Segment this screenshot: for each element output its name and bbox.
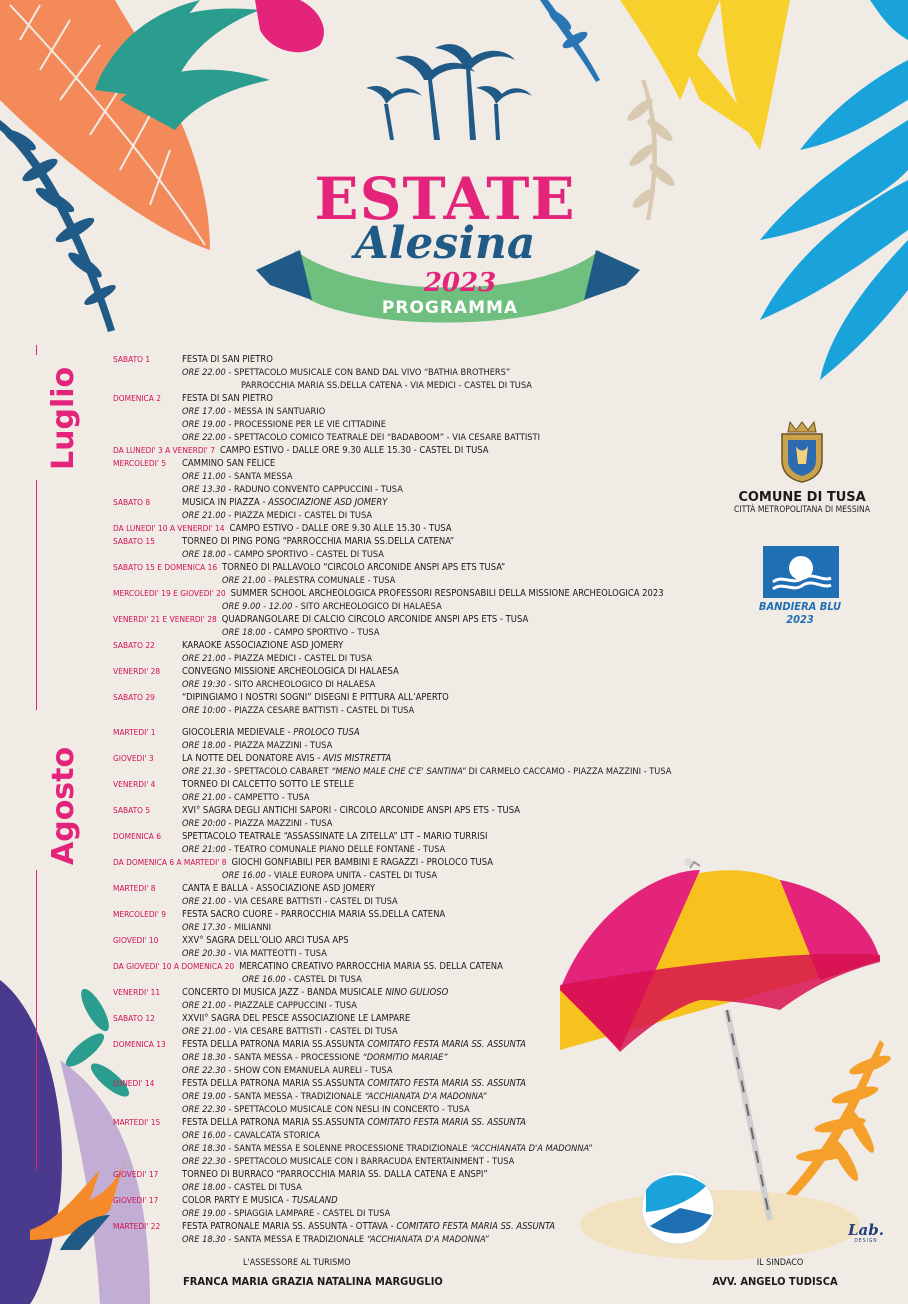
event-title-italic: ASSOCIAZIONE ASD JOMERY — [268, 497, 388, 508]
event-time: ORE 16.00 — [222, 870, 266, 881]
lab-logo-sub: DESIGN — [854, 1238, 878, 1244]
event-title: QUADRANGOLARE DI CALCIO CIRCOLO ARCONIDE ANSPI APS ETS - TUSA — [221, 614, 529, 625]
event-detail-tail: DI CARMELO CACCAMO - PIAZZA MAZZINI - TUSA — [465, 766, 672, 777]
event-title: TORNEO DI PALLAVOLO “CIRCOLO ARCONIDE ANSPI APS ETS TUSA” — [222, 562, 506, 573]
event-line — [113, 739, 753, 752]
sindaco-name: AVV. ANGELO TUDISCA — [712, 1275, 838, 1288]
event-detail: - PROCESSIONE PER LE VIE CITTADINE — [225, 419, 386, 430]
divider — [36, 480, 37, 710]
event-title: FESTA SACRO CUORE - PARROCCHIA MARIA SS.DELLA CATENA — [182, 909, 446, 920]
event-line — [113, 843, 753, 856]
event-time: ORE 18.30 — [182, 1052, 226, 1063]
event-line — [113, 1142, 753, 1155]
event-time: ORE 10:00 — [182, 705, 226, 716]
lab-design-logo — [846, 1222, 886, 1244]
event-title: TORNEO DI BURRACO “PARROCCHIA MARIA SS. DALLA CATENA E ANSPI” — [182, 1169, 488, 1180]
event-line — [113, 1090, 753, 1103]
event-day: DA DOMENICA 6 A MARTEDI' 8 — [113, 857, 227, 867]
event-time: ORE 18.00 — [182, 740, 226, 751]
event-row — [113, 934, 753, 947]
event-row — [113, 353, 753, 366]
event-row — [113, 726, 753, 739]
event-line — [113, 1207, 753, 1220]
event-line — [113, 509, 753, 522]
event-line — [113, 1103, 753, 1116]
event-title: FESTA DELLA PATRONA MARIA SS.ASSUNTA — [182, 1078, 368, 1089]
event-time: ORE 20:00 — [182, 818, 226, 829]
event-detail: - CAMPO SPORTIVO – TUSA — [265, 627, 380, 638]
event-line — [113, 947, 753, 960]
event-time: ORE 17.30 — [182, 922, 226, 933]
event-time: ORE 21.00 — [182, 792, 226, 803]
event-time: ORE 22.30 — [182, 1104, 226, 1115]
event-detail: - CAMPETTO - TUSA — [225, 792, 310, 803]
event-title: XXV° SAGRA DELL’OLIO ARCI TUSA APS — [182, 935, 349, 946]
event-line — [113, 791, 753, 804]
title-year: 2023 — [423, 268, 497, 298]
event-line — [113, 1155, 753, 1168]
event-detail-italic: “MENO MALE CHE C'E' SANTINA” — [331, 766, 466, 777]
assessore-role: L'ASSESSORE AL TURISMO — [243, 1258, 351, 1268]
event-row — [113, 587, 753, 600]
event-title-italic: COMITATO FESTA MARIA SS. ASSUNTA — [367, 1078, 526, 1089]
event-time: ORE 18.30 — [182, 1234, 226, 1245]
event-day: SABATO 29 — [113, 692, 155, 702]
event-row — [113, 882, 753, 895]
event-day: MERCOLEDI' 19 E GIOVEDI' 20 — [113, 588, 226, 598]
event-day: SABATO 22 — [113, 640, 155, 650]
event-detail: - PIAZZA MEDICI - CASTEL DI TUSA — [225, 653, 373, 664]
event-time: ORE 19.00 — [182, 419, 226, 430]
event-detail: - RADUNO CONVENTO CAPPUCCINI - TUSA — [225, 484, 403, 495]
event-day: LUNEDI' 14 — [113, 1078, 155, 1088]
event-day: SABATO 8 — [113, 497, 151, 507]
event-detail: - SANTA MESSA - TRADIZIONALE — [225, 1091, 365, 1102]
event-line — [113, 921, 753, 934]
event-day: MARTEDI' 22 — [113, 1221, 161, 1231]
event-day: DA GIOVEDI' 10 A DOMENICA 20 — [113, 961, 235, 971]
event-title: KARAOKE ASSOCIAZIONE ASD JOMERY — [182, 640, 344, 651]
event-title: CANTA E BALLA - ASSOCIAZIONE ASD JOMERY — [182, 883, 376, 894]
event-time: ORE 9.00 - 12.00 — [222, 601, 293, 612]
event-detail: - SITO ARCHEOLOGICO DI HALAESA — [292, 601, 442, 612]
event-time: ORE 22.00 — [182, 432, 226, 443]
event-title: XXVII° SAGRA DEL PESCE ASSOCIAZIONE LE LAMPARE — [182, 1013, 411, 1024]
event-row — [113, 1116, 753, 1129]
event-line — [113, 704, 753, 717]
event-row — [113, 804, 753, 817]
event-line — [113, 1025, 753, 1038]
event-title: FESTA DI SAN PIETRO — [182, 354, 273, 365]
event-line — [113, 574, 753, 587]
event-detail: - PIAZZALE CAPPUCCINI - TUSA — [225, 1000, 357, 1011]
wave-icon — [763, 546, 839, 598]
event-title: FESTA DI SAN PIETRO — [182, 393, 273, 404]
event-day: DA LUNEDI' 10 A VENERDI' 14 — [113, 523, 225, 533]
event-detail: - SPETTACOLO MUSICALE CON NESLI IN CONCERTO - TUSA — [225, 1104, 470, 1115]
event-detail: - SITO ARCHEOLOGICO DI HALAESA — [225, 679, 376, 690]
event-title: FESTA DELLA PATRONA MARIA SS.ASSUNTA — [182, 1117, 368, 1128]
event-day: SABATO 5 — [113, 805, 151, 815]
event-detail-italic: “ACCHIANATA D'A MADONNA” — [366, 1234, 489, 1245]
event-row — [113, 639, 753, 652]
purple-leaf-decoration — [0, 980, 62, 1304]
event-line — [113, 869, 753, 882]
event-line — [113, 1064, 753, 1077]
event-row — [113, 830, 753, 843]
event-time: ORE 21.00 — [182, 896, 226, 907]
event-detail: - SANTA MESSA E TRADIZIONALE — [225, 1234, 367, 1245]
event-detail: - SPETTACOLO MUSICALE CON BAND DAL VIVO “BATHIA BROTHERS” — [225, 367, 511, 378]
event-title: CAMPO ESTIVO - DALLE ORE 9.30 ALLE 15.30 - CASTEL DI TUSA — [219, 445, 489, 456]
event-detail: - CAVALCATA STORICA — [225, 1130, 320, 1141]
title-alesina: Alesina — [354, 218, 536, 269]
event-title: GIOCHI GONFIABILI PER BAMBINI E RAGAZZI - PROLOCO TUSA — [231, 857, 494, 868]
event-title: CAMMINO SAN FELICE — [182, 458, 276, 469]
event-day: MERCOLEDI' 5 — [113, 458, 167, 468]
event-row — [113, 561, 753, 574]
event-line — [113, 1051, 753, 1064]
event-time: ORE 21.00 — [182, 510, 226, 521]
event-line — [113, 626, 753, 639]
event-title-italic: PROLOCO TUSA — [293, 727, 360, 738]
event-line — [113, 895, 753, 908]
event-title: SPETTACOLO TEATRALE “ASSASSINATE LA ZITELLA” LTT – MARIO TURRISI — [182, 831, 488, 842]
event-title: “DIPINGIAMO I NOSTRI SOGNI” DISEGNI E PITTURA ALL’APERTO — [182, 692, 449, 703]
event-title: FESTA PATRONALE MARIA SS. ASSUNTA - OTTAVA - — [182, 1221, 397, 1232]
event-line — [113, 483, 753, 496]
event-detail: - VIA MATTEOTTI - TUSA — [225, 948, 327, 959]
event-detail-italic: “ACCHIANATA D'A MADONNA” — [364, 1091, 487, 1102]
event-detail: - SPETTACOLO COMICO TEATRALE DEI “BADABOOM” - VIA CESARE BATTISTI — [225, 432, 541, 443]
event-title-italic: COMITATO FESTA MARIA SS. ASSUNTA — [367, 1039, 526, 1050]
event-day: DOMENICA 13 — [113, 1039, 166, 1049]
event-time: ORE 18.00 — [182, 1182, 226, 1193]
event-day: SABATO 12 — [113, 1013, 155, 1023]
sindaco-role: IL SINDACO — [756, 1258, 804, 1268]
event-row — [113, 1038, 753, 1051]
event-detail: - CASTEL DI TUSA — [225, 1182, 302, 1193]
event-title: MERCATINO CREATIVO PARROCCHIA MARIA SS. DELLA CATENA — [239, 961, 503, 972]
event-time: ORE 16.00 — [182, 1130, 226, 1141]
event-time: ORE 21.00 — [182, 1026, 226, 1037]
event-day: SABATO 15 — [113, 536, 155, 546]
event-row — [113, 392, 753, 405]
event-time: ORE 22.30 — [182, 1156, 226, 1167]
event-row — [113, 960, 753, 973]
event-time: ORE 22.30 — [182, 1065, 226, 1076]
assessore-name: FRANCA MARIA GRAZIA NATALINA MARGUGLIO — [183, 1275, 443, 1288]
event-detail: - CASTEL DI TUSA — [285, 974, 362, 985]
event-line — [113, 999, 753, 1012]
event-time: ORE 22.00 — [182, 367, 226, 378]
event-title-italic: AVIS MISTRETTA — [322, 753, 392, 764]
event-row — [113, 613, 753, 626]
event-row — [113, 1194, 753, 1207]
event-row — [113, 1168, 753, 1181]
event-time: ORE 21:00 — [182, 844, 226, 855]
event-day: GIOVEDI' 3 — [113, 753, 154, 763]
event-row — [113, 986, 753, 999]
event-time: ORE 19:30 — [182, 679, 226, 690]
event-time: ORE 18.30 — [182, 1143, 226, 1154]
event-line — [113, 973, 753, 986]
july-schedule — [113, 353, 753, 717]
bandiera-blu-logo — [763, 546, 839, 598]
event-line — [113, 600, 753, 613]
event-detail: - SANTA MESSA — [225, 471, 293, 482]
event-line — [113, 678, 753, 691]
month-luglio: Luglio — [46, 366, 81, 470]
event-line — [113, 418, 753, 431]
event-title-italic: TUSALAND — [291, 1195, 338, 1206]
event-row — [113, 778, 753, 791]
event-detail: - SANTA MESSA E SOLENNE PROCESSIONE TRADIZIONALE — [225, 1143, 471, 1154]
event-title: CONVEGNO MISSIONE ARCHEOLOGICA DI HALAESA — [182, 666, 399, 677]
event-time: ORE 13.30 — [182, 484, 226, 495]
event-title-italic: COMITATO FESTA MARIA SS. ASSUNTA — [396, 1221, 556, 1232]
event-title: CONCERTO DI MUSICA JAZZ - BANDA MUSICALE — [182, 987, 386, 998]
event-time: ORE 21.00 — [182, 653, 226, 664]
event-day: VENERDI' 4 — [113, 779, 156, 789]
event-row — [113, 496, 753, 509]
event-title: CAMPO ESTIVO - DALLE ORE 9.30 ALLE 15.30 - TUSA — [229, 523, 452, 534]
event-day: GIOVEDI' 17 — [113, 1195, 159, 1205]
event-detail: - PIAZZA CESARE BATTISTI - CASTEL DI TUSA — [225, 705, 415, 716]
event-line — [113, 817, 753, 830]
event-detail-italic: “ACCHIANATA D'A MADONNA” — [470, 1143, 593, 1154]
event-day: SABATO 15 E DOMENICA 16 — [113, 562, 218, 572]
event-row — [113, 1012, 753, 1025]
event-detail: - SPETTACOLO MUSICALE CON I BARRACUDA ENTERTAINMENT - TUSA — [225, 1156, 515, 1167]
event-detail: - PIAZZA MAZZINI - TUSA — [225, 818, 333, 829]
event-line — [113, 405, 753, 418]
event-title: SUMMER SCHOOL ARCHEOLOGICA PROFESSORI RESPONSABILI DELLA MISSIONE ARCHEOLOGICA 2023 — [230, 588, 664, 599]
blue-palm-decoration — [760, 0, 908, 380]
event-row — [113, 752, 753, 765]
event-title: XVI° SAGRA DEGLI ANTICHI SAPORI - CIRCOLO ARCONIDE ANSPI APS ETS - TUSA — [182, 805, 521, 816]
event-line — [113, 379, 753, 392]
yellow-palm-decoration — [620, 0, 790, 150]
lab-logo-text: Lab. — [848, 1221, 884, 1239]
event-row — [113, 665, 753, 678]
event-time: ORE 19.00 — [182, 1091, 226, 1102]
comune-block — [722, 420, 882, 515]
event-row — [113, 1077, 753, 1090]
comune-subtitle: CITTÀ METROPOLITANA DI MESSINA — [734, 505, 870, 515]
event-row — [113, 908, 753, 921]
event-title: FESTA DELLA PATRONA MARIA SS.ASSUNTA — [182, 1039, 368, 1050]
divider — [36, 870, 37, 1170]
event-detail: - SHOW CON EMANUELA AURELI - TUSA — [225, 1065, 393, 1076]
event-day: SABATO 1 — [113, 354, 151, 364]
coat-of-arms-icon — [776, 420, 828, 484]
event-line — [113, 652, 753, 665]
event-day: MARTEDI' 15 — [113, 1117, 161, 1127]
event-row — [113, 457, 753, 470]
event-time: ORE 18.00 — [182, 549, 226, 560]
event-time: ORE 16.00 — [242, 974, 286, 985]
event-row — [113, 535, 753, 548]
august-schedule — [113, 726, 753, 1246]
event-title: TORNEO DI CALCETTO SOTTO LE STELLE — [182, 779, 354, 790]
event-detail: - MILIANNI — [225, 922, 272, 933]
title-estate: ESTATE — [314, 165, 576, 233]
event-line — [113, 765, 753, 778]
event-day: MARTEDI' 8 — [113, 883, 156, 893]
event-day: DOMENICA 6 — [113, 831, 161, 841]
event-row — [113, 856, 753, 869]
event-day: DA LUNEDI' 3 A VENERDI' 7 — [113, 445, 215, 455]
event-row — [113, 691, 753, 704]
event-day: VENERDI' 28 — [113, 666, 161, 676]
event-day: MARTEDI' 1 — [113, 727, 156, 737]
bandiera-blu-text — [735, 600, 865, 626]
event-line — [113, 431, 753, 444]
event-row — [113, 522, 753, 535]
event-time: ORE 18.00 — [222, 627, 266, 638]
event-title-italic: NINO GULIOSO — [385, 987, 449, 998]
event-line — [113, 366, 753, 379]
event-row — [113, 1220, 753, 1233]
bandiera-blu-year: 2023 — [786, 613, 814, 626]
event-day: GIOVEDI' 10 — [113, 935, 159, 945]
event-time: ORE 21.00 — [182, 1000, 226, 1011]
event-title — [250, 40, 640, 340]
month-agosto: Agosto — [46, 746, 81, 865]
event-time: ORE 17.00 — [182, 406, 226, 417]
event-detail: - PIAZZA MEDICI - CASTEL DI TUSA — [225, 510, 373, 521]
event-title: TORNEO DI PING PONG “PARROCCHIA MARIA SS.DELLA CATENA” — [182, 536, 455, 547]
event-title: MUSICA IN PIAZZA - — [182, 497, 269, 508]
event-detail: - PALESTRA COMUNALE - TUSA — [265, 575, 396, 586]
event-line — [113, 548, 753, 561]
event-time: ORE 21.00 — [222, 575, 266, 586]
event-detail: - SANTA MESSA - PROCESSIONE — [225, 1052, 363, 1063]
event-detail: - VIA CESARE BATTISTI - CASTEL DI TUSA — [225, 1026, 398, 1037]
event-detail: PARROCCHIA MARIA SS.DELLA CATENA - VIA MEDICI - CASTEL DI TUSA — [241, 380, 532, 391]
event-detail-italic: “DORMITIO MARIAE” — [362, 1052, 448, 1063]
event-day: GIOVEDI' 17 — [113, 1169, 159, 1179]
event-day: MERCOLEDI' 9 — [113, 909, 167, 919]
event-detail: - TEATRO COMUNALE PIANO DELLE FONTANE - TUSA — [225, 844, 446, 855]
orange-fern-decoration — [780, 1040, 893, 1206]
event-time: ORE 21.30 — [182, 766, 226, 777]
event-detail: - VIA CESARE BATTISTI - CASTEL DI TUSA — [225, 896, 398, 907]
title-programma: PROGRAMMA — [381, 298, 519, 318]
event-detail: - SPETTACOLO CABARET — [225, 766, 332, 777]
divider — [36, 345, 37, 355]
event-detail: - PIAZZA MAZZINI - TUSA — [225, 740, 333, 751]
event-title: LA NOTTE DEL DONATORE AVIS - — [182, 753, 323, 764]
event-day: VENERDI' 11 — [113, 987, 161, 997]
event-time: ORE 11.00 — [182, 471, 226, 482]
event-line — [113, 1181, 753, 1194]
event-title: GIOCOLERIA MEDIEVALE - — [182, 727, 294, 738]
comune-title: COMUNE DI TUSA — [738, 490, 866, 505]
event-detail: - CAMPO SPORTIVO - CASTEL DI TUSA — [225, 549, 384, 560]
event-row — [113, 444, 753, 457]
event-day: VENERDI' 21 E VENERDI' 28 — [113, 614, 217, 624]
bandiera-blu-label: BANDIERA BLU — [758, 600, 842, 613]
event-detail: - MESSA IN SANTUARIO — [225, 406, 326, 417]
event-day: DOMENICA 2 — [113, 393, 161, 403]
event-time: ORE 19.00 — [182, 1208, 226, 1219]
event-detail: - VIALE EUROPA UNITA - CASTEL DI TUSA — [265, 870, 438, 881]
event-detail: - SPIAGGIA LAMPARE - CASTEL DI TUSA — [225, 1208, 391, 1219]
event-title: COLOR PARTY E MUSICA - — [182, 1195, 292, 1206]
event-title-italic: COMITATO FESTA MARIA SS. ASSUNTA — [367, 1117, 526, 1128]
event-time: ORE 20.30 — [182, 948, 226, 959]
event-line — [113, 470, 753, 483]
event-line — [113, 1233, 753, 1246]
event-line — [113, 1129, 753, 1142]
